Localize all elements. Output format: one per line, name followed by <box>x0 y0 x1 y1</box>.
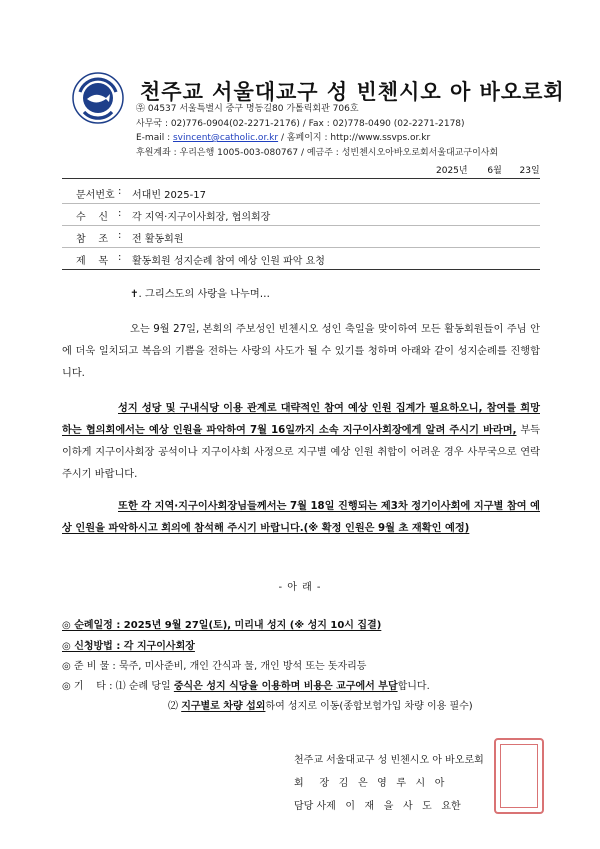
email-line <box>136 132 430 144</box>
paragraph-intro <box>62 319 540 385</box>
item-etc-1-b: 중식은 성지 식당을 이용하며 비용은 교구에서 부담 <box>173 681 398 692</box>
signature-organization: 천주교 서울대교구 성 빈첸시오 아 바오로회 <box>294 755 484 766</box>
organization-title: 천주교 서울대교구 성 빈첸시오 아 바오로회 <box>140 80 565 104</box>
item-etc-2-b: 지구별로 차량 섭외 <box>181 701 266 712</box>
document-date <box>436 163 540 176</box>
signature-president: 회 장 김 은 영 루 시 아 <box>294 778 445 789</box>
item-etc-2-a: ⑵ <box>168 701 182 712</box>
item-preparation: ◎ 준 비 물 : 묵주, 미사준비, 개인 간식과 물, 개인 방석 또는 돗자리등 <box>62 661 367 672</box>
email-link[interactable]: svincent@catholic.or.kr <box>172 133 279 143</box>
paragraph-intro-text: 오는 9월 27일, 본회의 주보성인 빈첸시오 성인 축일을 맞이하여 모든 활동회원들이 주님 안에 더욱 일치되고 복음의 기쁨을 전하는 사랑의 사도가 될 수 있기를 청하며 아래와 같이 성지순례를 진행합니다. <box>62 324 540 379</box>
greeting: ✝. 그리스도의 사랑을 나누며… <box>130 289 270 300</box>
meta-value: 서대빈 2025-17 <box>132 190 206 201</box>
meta-separator: : <box>118 230 122 241</box>
signature-priest: 담당 사제 이 재 을 사 도 요한 <box>294 801 461 812</box>
homepage-text: / 홈페이지 : http://www.ssvps.or.kr <box>278 133 431 143</box>
official-seal-stamp <box>494 738 544 814</box>
meta-row-recipient <box>62 203 540 226</box>
meta-row-reference <box>62 225 540 248</box>
date-day: 23일 <box>519 166 540 176</box>
meta-label: 문서번호 <box>76 190 115 201</box>
meta-label: 수 신 <box>76 212 109 223</box>
meta-value: 각 지역·지구이사회장, 협의회장 <box>132 212 271 223</box>
date-year: 2025년 <box>436 166 468 176</box>
phone-line: 사무국 : 02)776-0904(02-2271-2176) / Fax : 02)778-0490 (02-2271-2178) <box>136 119 465 129</box>
item-etc-2 <box>168 697 473 712</box>
paragraph-request-text <box>62 398 540 486</box>
address-line: ㉾ 04537 서울특별시 중구 명동길80 가톨릭회관 706호 <box>136 104 359 114</box>
item-method <box>62 637 195 652</box>
item-etc-2-c: 하여 성지로 이동(종합보험가입 차량 이용 필수) <box>265 701 473 712</box>
donation-account-line: 후원계좌 : 우리은행 1005-003-080767 / 예금주 : 성빈첸시오아바오로회서울대교구이사회 <box>136 148 499 158</box>
meta-label: 제 목 <box>76 256 109 267</box>
request-normal: 부득이하게 지구이사회장 공석이나 지구이사회 사정으로 지구별 예상 인원 취합이 어려운 경우 사무국으로 연락 주시기 바랍니다. <box>62 425 540 480</box>
meta-row-subject <box>62 247 540 270</box>
section-divider-anrae: - 아 래 - <box>278 582 322 593</box>
item-etc-1-a: ⑴ 순례 당일 <box>115 681 174 692</box>
meta-separator: : <box>118 208 122 219</box>
item-schedule-text: ◎ 순례일정 : 2025년 9월 27일(토), 미리내 성지 (※ 성지 10시 집결) <box>62 620 382 631</box>
item-method-text: ◎ 신청방법 : 각 지구이사회장 <box>62 641 195 652</box>
paragraph-request <box>62 398 540 486</box>
meta-value: 전 활동회원 <box>132 234 184 245</box>
society-logo <box>72 72 124 124</box>
meta-separator: : <box>118 186 122 197</box>
meta-value: 활동회원 성지순례 참여 예상 인원 파악 요청 <box>132 256 325 267</box>
date-month: 6월 <box>487 166 502 176</box>
request-emphasis: 성지 성당 및 구내식당 이용 관계로 대략적인 참여 예상 인원 집계가 필요하오니, 참여를 희망하는 협의회에서는 예상 인원을 파악하여 7월 16일까지 소속 지구이사회장에게 알려 주시기 바라며, <box>62 403 540 436</box>
item-etc-1 <box>62 677 430 692</box>
meta-separator: : <box>118 252 122 263</box>
meta-label: 참 조 <box>76 234 109 245</box>
item-etc-1-c: 합니다. <box>397 681 430 692</box>
item-schedule <box>62 616 381 631</box>
email-label: E-mail : <box>136 133 173 143</box>
paragraph-board-text: 또한 각 지역·지구이사회장님들께서는 7월 18일 진행되는 제3차 정기이사회에 지구별 참여 예상 인원을 파악하시고 회의에 참석해 주시기 바랍니다.(※ 확정 인원은 9월 초 재확인 예정) <box>62 501 540 534</box>
header-divider <box>62 178 540 179</box>
paragraph-board <box>62 496 540 540</box>
item-etc-label: ◎ 기 타 : <box>62 681 116 692</box>
meta-row-doc-number <box>62 181 540 204</box>
